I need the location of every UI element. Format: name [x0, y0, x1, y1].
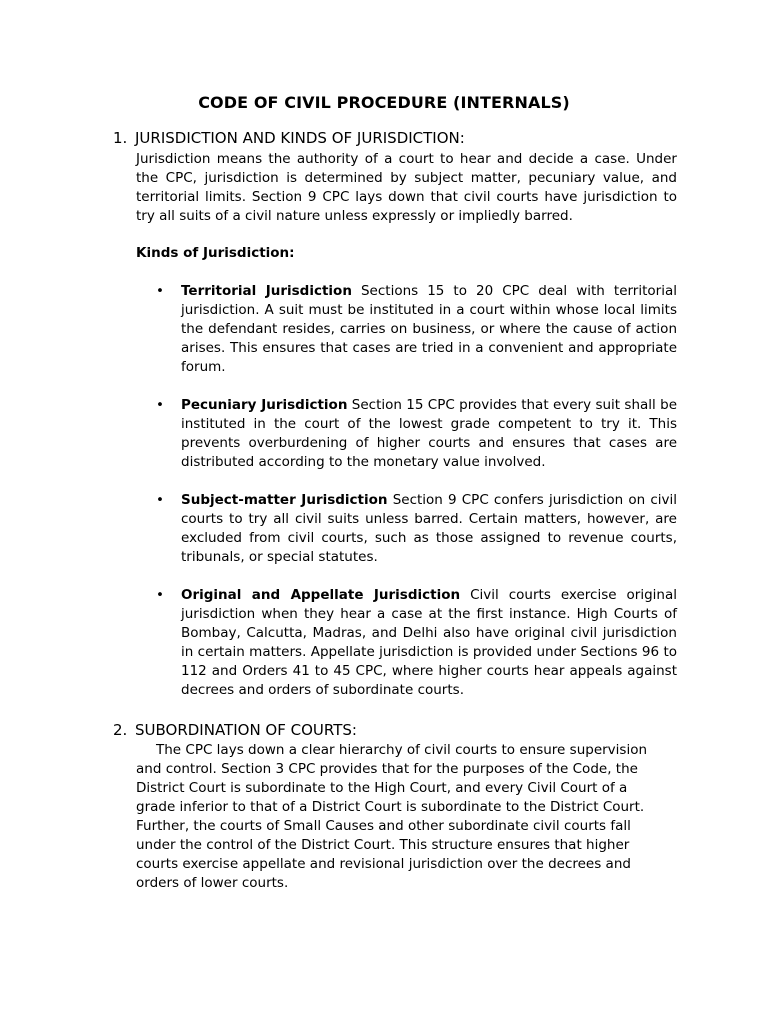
bullet-icon: • — [156, 397, 164, 413]
section-2-number: 2. — [113, 721, 128, 739]
section-1-number: 1. — [113, 129, 128, 147]
bullet-term: Original and Appellate Jurisdiction — [181, 587, 461, 603]
bullet-term: Territorial Jurisdiction — [181, 283, 352, 299]
section-1-heading — [113, 129, 465, 148]
bullet-icon: • — [156, 587, 164, 603]
bullet-text: Section 15 CPC provides that every suit shall be instituted in the court of the lowest grade competent to try it. This prevents overburdening of higher courts and ensures that cases are distributed according to the monetary value involved. — [181, 397, 677, 470]
section-2-title: SUBORDINATION OF COURTS: — [135, 721, 357, 739]
bullet-icon: • — [156, 492, 164, 508]
kinds-of-jurisdiction-heading: Kinds of Jurisdiction: — [136, 245, 295, 261]
section-1-title: JURISDICTION AND KINDS OF JURISDICTION: — [135, 129, 465, 147]
bullet-original-appellate-jurisdiction — [181, 586, 677, 700]
bullet-icon: • — [156, 283, 164, 299]
section-1-intro: Jurisdiction means the authority of a court to hear and decide a case. Under the CPC, jurisdiction is determined by subject matter, pecuniary value, and territorial limits. Section 9 CPC lays down that civil courts have jurisdiction to try all suits of a civil nature unless expressly or impliedly barred. — [136, 151, 677, 224]
bullet-text: Section 9 CPC confers jurisdiction on civil courts to try all civil suits unless barred. Certain matters, however, are excluded from civil courts, such as those assigned to revenue courts, tribunals, or special statutes. — [181, 492, 677, 565]
bullet-term: Subject-matter Jurisdiction — [181, 492, 388, 508]
section-2-heading — [113, 721, 357, 740]
section-2-body: The CPC lays down a clear hierarchy of civil courts to ensure supervision and control. Section 3 CPC provides that for the purposes of the Code, the District Court is subordinate to the High Court, and every Civil Court of a grade inferior to that of a District Court is subordinate to the District Court. Further, the courts of Small Causes and other subordinate civil courts fall under the control of the District Court. This structure ensures that higher courts exercise appellate and revisional jurisdiction over the decrees and orders of lower courts. — [136, 742, 648, 891]
bullet-term: Pecuniary Jurisdiction — [181, 397, 348, 413]
page-title: CODE OF CIVIL PROCEDURE (INTERNALS) — [198, 93, 570, 112]
bullet-subject-matter-jurisdiction — [181, 491, 677, 567]
bullet-text: Civil courts exercise original jurisdiction when they hear a case at the first instance. High Courts of Bombay, Calcutta, Madras, and Delhi also have original civil jurisdiction in certain matters. Appellate jurisdiction is provided under Sections 96 to 112 and Orders 41 to 45 CPC, where higher courts hear appeals against decrees and orders of subordinate courts. — [181, 587, 677, 698]
bullet-pecuniary-jurisdiction — [181, 396, 677, 472]
bullet-territorial-jurisdiction — [181, 282, 677, 377]
bullet-text: Sections 15 to 20 CPC deal with territorial jurisdiction. A suit must be instituted in a court within whose local limits the defendant resides, carries on business, or where the cause of action arises. This ensures that cases are tried in a convenient and appropriate forum. — [181, 283, 677, 375]
